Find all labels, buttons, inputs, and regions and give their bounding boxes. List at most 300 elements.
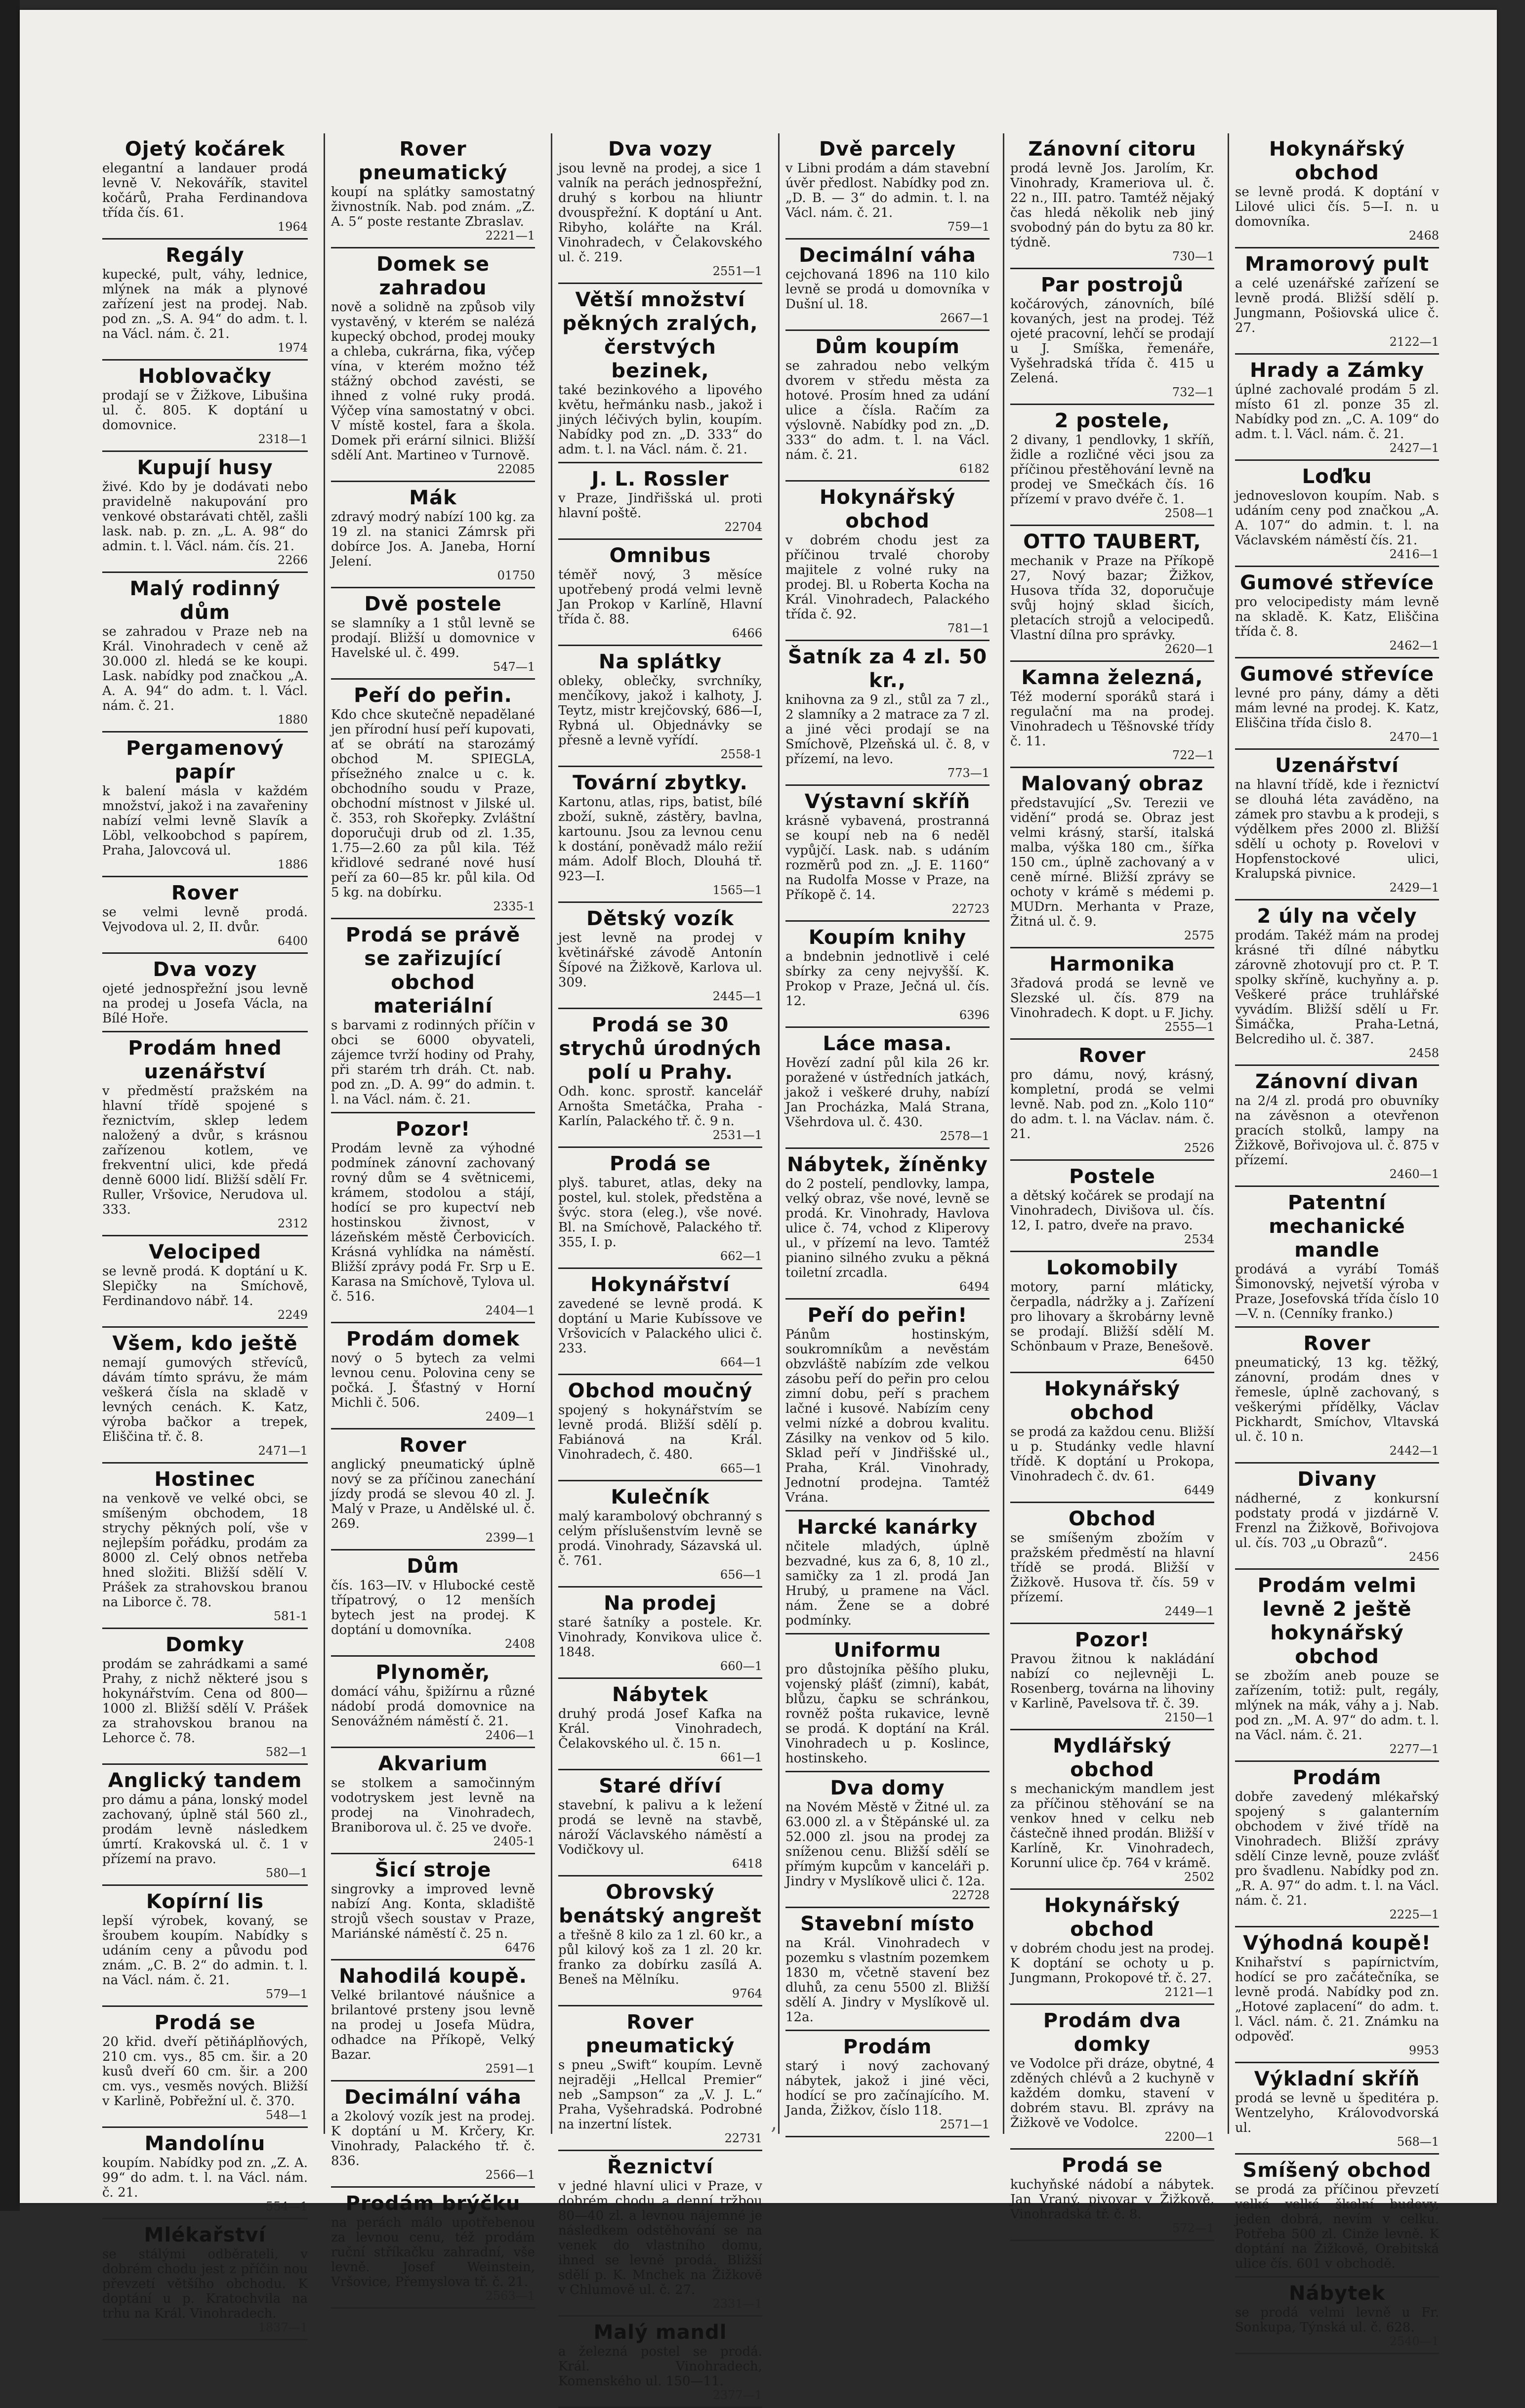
ad-number: 6182 [959, 462, 989, 476]
ad-heading: Pozor! [1074, 1629, 1150, 1651]
ad-heading: Hostinec [154, 1468, 256, 1491]
ad-body: pro velocipedisty mám levně na skladě. K. Katz, Eliščina třída č. 8. [1235, 595, 1439, 639]
ad-body: anglický pneumatický úplně nový se za příčinou zanechání jízdy prodá se slevou 40 zl. J. Malý v Praze, u Andělské ul. č. 269. [331, 1457, 535, 1531]
ad-heading: Zánovní citoru [1028, 138, 1196, 161]
classified-ad [102, 133, 308, 240]
ad-heading: Mlékařství [144, 2224, 266, 2246]
ad-number: 2442—1 [1389, 1444, 1439, 1458]
ad-body: nádherné, z konkursní podstaty prodá v jizdárně V. Frenzl na Žižkově, Bořivojova ul. čís. 703 „u Obrazů“. [1235, 1491, 1439, 1551]
ad-number: 773—1 [947, 766, 989, 780]
ad-body: cejchovaná 1896 na 110 kilo levně se prodá u domovníka v Dušní ul. 18. [785, 267, 989, 312]
ad-heading: Tovární zbytky. [573, 772, 748, 794]
ad-number: 2445—1 [712, 989, 762, 1003]
ad-heading: Obchod [1069, 1508, 1156, 1530]
classified-ad [102, 1328, 308, 1464]
ad-body: v předměstí pražském na hlavní třídě spojené s řeznictvím, sklep ledem naložený a dvůr, s krásnou zařízenou kotlem, ve frekventní ulici, kde předá denně 6000 lidí. Bližší sdělí Fr. Ruller, Vršovice, Nerudova ul. 333. [102, 1084, 308, 1217]
ad-number: 2502 [1184, 1870, 1214, 1884]
ad-body: v dobrém chodu jest na prodej. K doptání se ochoty u p. Jungmann, Prokopové tř. č. 27. [1010, 1941, 1214, 1986]
classified-ad [1235, 2155, 1439, 2278]
ad-body: prodá se levně u špeditéra p. Wentzelyho, Královodvorská ul. [1235, 2091, 1439, 2135]
classified-ad [102, 361, 308, 452]
classified-ad [1010, 1503, 1214, 1624]
ad-heading: Lokomobily [1046, 1257, 1179, 1279]
ad-heading: Prodám velmi levně 2 ještě hokynářský obchod [1257, 1574, 1417, 1668]
ad-number: 22704 [724, 520, 762, 534]
ad-heading: Staré dříví [599, 1775, 722, 1797]
ad-number: 2335-1 [493, 899, 535, 913]
ad-heading: Anglický tandem [108, 1769, 302, 1792]
classified-ad [1010, 2005, 1214, 2150]
ad-body: na 2/4 zl. prodá pro obuvníky na závěsnon a otevřenon pracích stolků, lampy na Žižkově, Bořivojova ul. č. 875 v přízemí. [1235, 1094, 1439, 1168]
classified-ad [558, 540, 762, 646]
classified-ad [558, 646, 762, 767]
classified-ad [1235, 2063, 1439, 2155]
ad-heading: Hokynářství [590, 1273, 730, 1296]
classified-ad [558, 1679, 762, 1770]
ad-body: Knihařství s papírnictvím, hodící se pro začátečníka, se levně prodá. Nabídky pod zn. „Hotové zaplacení“ do adm. t. l. Václ. nám. č. 21. Známku na odpověď. [1235, 1955, 1439, 2044]
classified-ad [1235, 1927, 1439, 2063]
ad-number: 2318—1 [258, 432, 308, 446]
ad-heading: Prodám brýčku [345, 2192, 521, 2215]
ad-number: 2456 [1408, 1550, 1439, 1564]
ad-body: Velké brilantové náušnice a brilantové prsteny jsou levně na prodej u Josefa Müdra, odhadce na Příkopě, Velký Bazar. [331, 1988, 535, 2062]
ad-body: 3řadová prodá se levně ve Slezské ul. čís. 879 na Vinohradech. K dopt. u F. Jichy. [1010, 976, 1214, 1020]
ad-number: 2221—1 [485, 229, 535, 243]
classified-ad [785, 331, 989, 482]
ad-number: 9764 [732, 1987, 762, 2000]
classified-ad [1010, 948, 1214, 1040]
ad-number: 22723 [951, 902, 989, 916]
classified-ad [1010, 133, 1214, 269]
ad-number: 2429—1 [1389, 881, 1439, 895]
ad-body: ve Vodolce při dráze, obytné, 4 zděných chlévů a 2 kuchyně v každém domku, stavení v dobrém stavu. Bl. zprávy na Žižkově ve Vodolce. [1010, 2056, 1214, 2130]
ad-column-1 [96, 133, 314, 2334]
ad-number: 1964 [277, 220, 308, 234]
ad-body: s pneu „Swift“ koupím. Levně nejraději „Hellcal Premier“ neb „Sampson“ za „V. J. L.“ Praha, Vyšehradská. Podrobné na inzertní lístek. [558, 2058, 762, 2132]
ad-body: koupím. Nabídky pod zn. „Z. A. 99“ do adm. t. l. na Václ. nám. č. 21. [102, 2156, 308, 2200]
classified-ad [1010, 405, 1214, 526]
classified-ad [331, 1854, 535, 1960]
ad-number: 732—1 [1172, 385, 1214, 399]
ad-number: 579—1 [265, 1987, 308, 2001]
classified-ad [558, 133, 762, 284]
classified-ad [1235, 1187, 1439, 1328]
classified-ad [558, 463, 762, 540]
ad-number: 2462—1 [1389, 639, 1439, 653]
ad-heading: Decimální váha [799, 244, 976, 267]
ad-body: pneumatický, 13 kg. těžký, zánovní, prodám dnes v řemesle, úplně zachovaný, s veškerými přídělky, Václav Pickhardt, Smíchov, Vltavská ul. č. 10 n. [1235, 1355, 1439, 1444]
ad-body: prodám se zahrádkami a samé Prahy, z nichž některé jsou s hokynářstvím. Cena od 800—1000 zl. Bližší sdělí V. Prášek za strahovskou branou na Lehorce č. 78. [102, 1657, 308, 1746]
ad-heading: Hokynářský obchod [1044, 1894, 1181, 1941]
ad-body: a železná postel se prodá. Král. Vinohradech, Komenského ul. 150—11. [558, 2344, 762, 2389]
ad-column-5 [1003, 133, 1220, 2235]
ad-number: 722—1 [1172, 748, 1214, 762]
classified-ad [102, 1464, 308, 1629]
ad-heading: Hrady a Zámky [1249, 359, 1425, 382]
ad-heading: Gumové střevíce [1239, 663, 1434, 686]
ad-heading: Hokynářský obchod [1269, 138, 1405, 184]
ad-heading: Postele [1069, 1165, 1155, 1188]
ad-heading: J. L. Rossler [591, 468, 729, 490]
ad-heading: Všem, kdo ještě [112, 1332, 298, 1355]
ad-body: starý i nový zachovaný nábytek, jakož i jiné věci, hodící se pro začínajícího. M. Janda, Žižkov, číslo 118. [785, 2059, 989, 2118]
ad-number: 2551—1 [712, 264, 762, 278]
ad-body: prodají se v Žižkove, Libušina ul. č. 805. K doptání u domovnice. [102, 388, 308, 433]
ad-number: 662—1 [720, 1249, 762, 1263]
ad-heading: Výhodná koupě! [1243, 1932, 1431, 1955]
ad-heading: Obchod moučný [568, 1380, 753, 1402]
ad-number: 22085 [497, 462, 535, 476]
ad-body: 2 divany, 1 pendlovky, 1 skříň, židle a rozličné věci jsou za příčinou přestěhování levně na prodej ve Smečkách čís. 16 přízemí v pravo dvéře č. 1. [1010, 433, 1214, 507]
classified-ad [1235, 567, 1439, 658]
ad-number: 1880 [277, 713, 308, 727]
ad-body: se zbožím aneb pouze se zařízením, totiž: pult, regály, mlýnek na mák, váhy a j. Nab. pod zn. „M. A. 97“ do adm. t. l. na Václ. nám. č. 21. [1235, 1669, 1439, 1743]
ad-body: mechanik v Praze na Příkopě 27, Nový bazar; Žižkov, Husova třída 32, doporučuje svůj hojný sklad šicích, pletacích strojů a velocipedů. Vlastní dílna pro správky. [1010, 554, 1214, 643]
ad-number: 2534 [1184, 1232, 1214, 1246]
ad-heading: Kopírní lis [146, 1890, 264, 1913]
ad-number: 2150—1 [1164, 1711, 1214, 1724]
classified-ad [331, 1323, 535, 1429]
classified-ad [1235, 1464, 1439, 1570]
ad-number: 554—1 [265, 2200, 308, 2213]
ad-number: 2405-1 [493, 1835, 535, 1848]
classified-ad [331, 680, 535, 919]
ad-heading: Hoblovačky [138, 365, 272, 388]
classified-ad [785, 1511, 989, 1634]
ad-heading: Šatník za 4 zl. 50 kr., [787, 646, 988, 692]
ad-body: v dobrém chodu jest za příčinou trvalé choroby majitele z volné ruky na prodej. Bl. u Roberta Kocha na Král. Vinohradech, Palackého třída č. 92. [785, 533, 989, 622]
ad-body: kupecké, pult, váhy, lednice, mlýnek na mák a plynové zařízení jest na prodej. Nab. pod zn. „S. A. 94“ do adm. t. l. na Václ. nám. č. 21. [102, 267, 308, 341]
ad-body: v jedné hlavní ulici v Praze, v dobrém chodu a denní tržbou 80—40 zl. a levnou nájemné je následkem odstěhování se na venek do vlastního domu, ihned se levně prodá. Bližší sdělí p. K. Mnchek na Žižkově v Chlumově ul. č. 27. [558, 2179, 762, 2297]
ad-heading: Prodá se [154, 2011, 256, 2034]
ad-body: nemají gumových střevíců, dávám tímto správu, že mám veškerá čísla na skladě v levných cenách. K. Katz, výroba bačkor a trepek, Eliščina tř. č. 8. [102, 1355, 308, 1444]
ad-heading: Na splátky [598, 651, 722, 673]
classified-ad [1235, 750, 1439, 900]
ad-number: 2409—1 [485, 1410, 535, 1424]
classified-ad [785, 1634, 989, 1772]
ad-body: představující „Sv. Terezii ve vidění“ prodá se. Obraz jest velmi krásný, starší, italská malba, výška 180 cm., šířka 150 cm., úplně zachovaný a v ceně mírné. Bližší zprávy se ochoty v krámě s médemi p. MUDrn. Merhanta v Praze, Žitná ul. č. 9. [1010, 796, 1214, 929]
ad-number: 2266 [277, 553, 308, 567]
ad-number: 661—1 [720, 1751, 762, 1764]
ad-heading: Stavební místo [800, 1913, 975, 1935]
ad-body: Pravou žitnou k nakládání nabízí co nejlevněji L. Rosenberg, továrna na lihoviny v Karlině, Pavelsova tř. č. 39. [1010, 1652, 1214, 1711]
ad-heading: Láce masa. [823, 1032, 952, 1055]
classified-ad [558, 2151, 762, 2317]
classified-ad [331, 1551, 535, 1657]
ad-body: na venkově ve velké obci, se smíšeným obchodem, 18 strychy pěkných polí, vše v nejlepším pořádku, prodám za 8000 zl. Celý obnos netřeba hned složiti. Bližší sdělí V. Prášek za strahovskou branou na Liborce č. 78. [102, 1491, 308, 1610]
ad-number: 2416—1 [1389, 547, 1439, 561]
ad-body: a bndebnin jednotlivě i celé sbírky za ceny nejvyšší. K. Prokop v Praze, Ječná ul. čís. 12. [785, 949, 989, 1009]
ad-body: stavební, k palivu a k ležení prodá se levně na stavbě, nároží Václavského náměstí a Vodičkovy ul. [558, 1798, 762, 1857]
ad-number: 2377—1 [712, 2388, 762, 2402]
classified-ad [331, 1960, 535, 2081]
classified-ad [102, 1629, 308, 1765]
ad-number: 2526 [1184, 1141, 1214, 1155]
ad-number: 547—1 [493, 660, 535, 674]
ad-heading: Rover [171, 882, 239, 904]
classified-ad [558, 284, 762, 463]
ad-number: 2471—1 [258, 1444, 308, 1458]
ad-body: knihovna za 9 zl., stůl za 7 zl., 2 slamníky a 2 matrace za 7 zl. a jiné věci prodají se na Smíchově, Plzeňská ul. č. 8, v přízemí, na levo. [785, 693, 989, 767]
scan-gutter [0, 0, 20, 2211]
ad-number: 2558-1 [720, 747, 762, 761]
ad-column-2 [324, 133, 541, 2303]
ad-heading: Rover [1303, 1332, 1371, 1355]
ad-heading: Harmonika [1049, 953, 1175, 976]
ad-body: 20 křid. dveří pětiňáplňových, 210 cm. vys., 85 cm. šir. a 20 kusů dveří 60 cm. šir. a 200 cm. vys., vesměs nových. Bližší v Karlině, Pobřežní ul. č. 370. [102, 2035, 308, 2109]
classified-ad [1010, 662, 1214, 768]
classified-ad [558, 1148, 762, 1269]
classified-ad [1235, 133, 1439, 248]
ad-number: 22728 [951, 1888, 989, 1902]
ad-body: se levně prodá. K doptání u K. Slepičky na Smíchově, Ferdinandovo nábř. 14. [102, 1264, 308, 1308]
ad-body: se velmi levně prodá. Vejvodova ul. 2, II. dvůr. [102, 905, 308, 935]
ad-heading: Peří do peřin! [807, 1304, 968, 1327]
ad-number: 1974 [277, 341, 308, 355]
ad-body: pro dámu a pána, lonský model zachovaný, úplně stál 560 zl., prodám levně následkem úmrtí. Krakovská ul. č. 1 v přízemí na pravo. [102, 1793, 308, 1867]
classified-ad [558, 2006, 762, 2151]
classified-ad [785, 482, 989, 641]
ad-number: 2404—1 [485, 1304, 535, 1317]
ad-number: 656—1 [720, 1568, 762, 1582]
ad-heading: Výkladní skříň [1254, 2068, 1420, 2090]
classified-ad [102, 733, 308, 877]
ad-number: 664—1 [720, 1355, 762, 1369]
ad-heading: Par postrojů [1040, 274, 1184, 296]
ad-heading: Malý mandl [593, 2321, 727, 2344]
ad-heading: 2 úly na včely [1257, 905, 1417, 928]
ad-body: domácí váhu, špižírnu a různé nádobí prodá domovnice na Senovážném náměstí č. 21. [331, 1684, 535, 1729]
ad-body: se stálými odběrateli, v dobrém chodu jest z příčin nou převzetí většího obchodu. K doptání u p. Kratochvila na trhu na Král. Vinohradech. [102, 2247, 308, 2321]
classified-ad [558, 2317, 762, 2408]
ad-number: 665—1 [720, 1462, 762, 1475]
ad-heading: Prodá se právě se zařizující obchod materiální [345, 924, 521, 1018]
ad-body: také bezinkového a lipového květu, heřmánku nasb., jakož i jiných léčivých bylin, koupím. Nabídky pod zn. „D. 333“ do adm. t. l. na Václ. nám. č. 21. [558, 383, 762, 457]
ad-body: a třešně 8 kilo za 1 zl. 60 kr., a půl kilový koš za 1 zl. 20 kr. franko za dobírku zasílá A. Beneš na Mělníku. [558, 1928, 762, 1987]
ad-heading: Nahodilá koupě. [339, 1965, 527, 1988]
classified-ad [331, 2081, 535, 2188]
ad-body: se slamníky a 1 stůl levně se prodají. Bližší u domovnice v Havelské ul. č. 499. [331, 616, 535, 660]
classified-ad [1235, 1066, 1439, 1187]
classified-ad [785, 1300, 989, 1511]
ad-body: jsou levně na prodej, a sice 1 valník na perách jednospřežní, druhý s korbou na hliuntr dvouspřežní. K doptání u Ant. Ribyho, kolářte na Král. Vinohradech, v Čelakovského ul. č. 219. [558, 161, 762, 265]
ad-body: k balení másla v každém množství, jakož i na zavařeniny nabízí velmi levně Slavík a Löbl, velkoobchod s papírem, Praha, Jalovcová ul. [102, 784, 308, 858]
ad-number: 581-1 [273, 1609, 308, 1623]
classified-ad [102, 954, 308, 1032]
ad-heading: Nábytek [612, 1683, 709, 1706]
ad-number: 2122—1 [1389, 335, 1439, 349]
ad-number: 2555—1 [1164, 1020, 1214, 1034]
ad-heading: Kamna železná, [1021, 666, 1203, 689]
ad-heading: Na prodej [604, 1592, 717, 1615]
classified-ad [785, 2031, 989, 2137]
ad-body: krásně vybavená, prostranná se koupí neb na 6 neděl vypůjčí. Lask. nab. s udáním rozměrů pod zn. „J. E. 1160“ na Rudolfa Mosse v Praze, na Příkopě č. 14. [785, 814, 989, 902]
classified-ad [102, 2219, 308, 2340]
ad-body: a dětský kočárek se prodají na Vinohradech, Divišova ul. čís. 12, I. patro, dveře na pravo. [1010, 1188, 1214, 1233]
ad-heading: Hokynářský obchod [819, 486, 956, 532]
classified-ad [331, 1657, 535, 1748]
ad-body: ojeté jednospřežní jsou levně na prodej u Josefa Václa, na Bílé Hoře. [102, 981, 308, 1026]
classified-ad [1235, 658, 1439, 750]
classified-ad [102, 1765, 308, 1886]
ad-heading: Pergamenový papír [126, 737, 284, 783]
ad-body: na Novém Městě v Žitné ul. za 63.000 zl. a v Štěpánské ul. za 52.000 zl. jsou na prodej za sníženou cenu. Bližší sdělí se přímým kupcům v kanceláři p. Jindry v Myslíkově ulici č. 12a. [785, 1800, 989, 1889]
ad-heading: Nábytek [1288, 2282, 1386, 2305]
classified-ad [331, 1429, 535, 1551]
ad-body: s mechanickým mandlem jest za příčinou stěhování se na venkov hned v celku neb částečně ihned prodán. Bližší v Karlíně, Kr. Vinohradech, Korunní ulice čp. 764 v krámě. [1010, 1782, 1214, 1871]
ad-heading: Dva vozy [608, 138, 713, 161]
ad-body: obleky, oblečky, svrchníky, menčíkovy, jakož i kalhoty, J. Teytz, mistr krejčovský, 686—I, Rybná ul. Objednávky se přesně a levně vyřídí. [558, 674, 762, 748]
ad-heading: Patentní mechanické mandle [1269, 1191, 1405, 1262]
classified-ad [1010, 1730, 1214, 1890]
ad-number: 6466 [732, 626, 762, 640]
classified-ad [558, 1269, 762, 1375]
newspaper-page [20, 10, 1497, 2402]
ad-number: 1565—1 [712, 883, 762, 897]
ad-number: 2571—1 [940, 2118, 989, 2131]
classified-ad [785, 1908, 989, 2031]
ad-body: Odh. konc. sprostř. kancelář Arnošta Smetáčka, Praha - Karlín, Palackého tř. č. 9 n. [558, 1084, 762, 1129]
ad-heading: Malý rodinný dům [129, 577, 281, 624]
ad-number: 2408 [504, 1637, 535, 1651]
ad-body: dobře zavedený mlékařský spojený s galanterním obchodem v živé třídě na Vinohradech. Bližší zprávy sdělí Cinze levně, pouze zvlášť pro švadlenu. Nabídky pod zn. „R. A. 97“ do adm. t. l. na Václ. nám. č. 21. [1235, 1790, 1439, 1908]
ad-heading: Rover pneumatický [585, 2011, 735, 2057]
ad-number: 572—1 [1172, 2221, 1214, 2235]
classified-ad [102, 240, 308, 361]
classified-ad [102, 452, 308, 573]
ad-number: 01750 [497, 569, 535, 582]
ad-number: 22731 [724, 2131, 762, 2145]
ad-heading: Domek se zahradou [376, 253, 490, 299]
ad-heading: Prodá se 30 strychů úrodných polí u Prahy. [559, 1014, 762, 1084]
ad-heading: Mandolínu [144, 2132, 266, 2155]
ad-number: 2331—1 [712, 2297, 762, 2311]
ad-number: 2406—1 [485, 1728, 535, 1742]
classified-ad [785, 1028, 989, 1149]
ad-number: 2121—1 [1164, 1985, 1214, 1999]
ad-body: se zahradou nebo velkým dvorem v středu města za hotové. Prosím hned za udání ulice a čísla. Račím za výslovně. Nabídky pod zn. „D. 333“ do adm. t. l. na Václ. nám. č. 21. [785, 359, 989, 462]
ad-body: lepší výrobek, kovaný, se šroubem koupím. Nabídky s udáním ceny a původu pod znám. „C. B. 2“ do admin. t. l. na Václ. nám. č. 21. [102, 1914, 308, 1988]
ad-body: Prodám levně za výhodné podmínek zánovní zachovaný rovný dům se 4 světnicemi, krámem, stodolou a stájí, hodící se pro kupectví neb hostinskou živnost, v lázeňském městě Čerbovicích. Krásná vyhlídka na náměstí. Bližší zprávy podá Fr. Srp u E. Karasa na Smíchově, Tylova ul. č. 516. [331, 1141, 535, 1304]
ad-number: 2427—1 [1389, 441, 1439, 455]
ad-heading: Nábytek, žíněnky [787, 1153, 988, 1176]
classified-ad [1235, 355, 1439, 461]
ad-number: 730—1 [1172, 249, 1214, 263]
classified-ad [1235, 2278, 1439, 2354]
ad-heading: Dvě postele [364, 593, 502, 615]
ad-heading: Řeznictví [607, 2156, 713, 2178]
ad-heading: Divany [1297, 1468, 1377, 1491]
ad-heading: Smíšený obchod [1242, 2159, 1432, 2182]
ad-body: na hlavní třídě, kde i řeznictví se dlouhá léta zaváděno, na zámek pro stavbu a k prodeji, s výdělkem přes 2000 zl. Bližší sdělí u ochoty p. Rovelovi v Hopfenstockové ulici, Kralupská pivnice. [1235, 777, 1439, 881]
ad-number: 2620—1 [1164, 642, 1214, 656]
ad-heading: Zánovní divan [1255, 1070, 1419, 1093]
ad-body: plyš. taburet, atlas, deky na postel, kul. stolek, předstěna a švýc. stora (eleg.), vše nové. Bl. na Smíchově, Palackého tř. 355, I. p. [558, 1176, 762, 1250]
classified-ad [1235, 1762, 1439, 1927]
ad-body: na perách málo upotřebenou za levnou cenu, též prodám ruční stříkačku zahradní, vše levně. Josef Weinstein, Vršovice, Přemyslova tř. č. 21. [331, 2215, 535, 2289]
ad-number: 2468 [1408, 229, 1439, 243]
ad-heading: Mramorový pult [1245, 253, 1429, 276]
ad-heading: Harcké kanárky [797, 1516, 978, 1539]
ad-heading: Velociped [149, 1241, 261, 1264]
ad-number: 781—1 [947, 621, 989, 635]
ad-heading: Uzenářství [1275, 754, 1399, 777]
classified-ad [785, 240, 989, 331]
ad-heading: Šicí stroje [374, 1859, 492, 1881]
ad-number: 2508—1 [1164, 506, 1214, 520]
ad-number: 548—1 [265, 2108, 308, 2122]
ad-number: 6450 [1184, 1353, 1214, 1367]
ad-body: kočárových, zánovních, bílé kovaných, jest na prodej. Též ojeté pracovní, lehčí se prodají u J. Smíška, řemenáře, Vyšehradská třída č. 415 u Zelená. [1010, 297, 1214, 386]
ad-heading: Hokynářský obchod [1044, 1378, 1181, 1424]
ad-number: 2470—1 [1389, 730, 1439, 744]
ad-heading: Kupují husy [137, 456, 273, 479]
ad-body: se prodá velmi levně u Fr. Sonkupa, Týnská ul. č. 628. [1235, 2305, 1439, 2335]
classified-ad [785, 786, 989, 922]
ad-number: 1837—1 [258, 2321, 308, 2334]
ad-heading: Peří do peřin. [354, 684, 512, 707]
ad-number: 2225—1 [1389, 1908, 1439, 1921]
ad-heading: 2 postele, [1054, 409, 1170, 432]
classified-ad [331, 248, 535, 482]
ad-body: se smíšeným zbožím v pražském předměstí na hlavní třídě se prodá. Bližší v Žižkově. Husova tř. čís. 59 v přízemí. [1010, 1531, 1214, 1605]
ad-heading: Prodám domek [346, 1328, 520, 1350]
classified-ad [1235, 900, 1439, 1066]
ad-number: 2277—1 [1389, 1742, 1439, 1756]
ad-number: 2249 [277, 1308, 308, 1322]
ad-body: elegantní a landauer prodá levně V. Nekovářík, stavitel kočárů, Praha Ferdinandova třída čís. 61. [102, 161, 308, 220]
classified-ad [102, 877, 308, 954]
classified-ad [102, 573, 308, 733]
ad-number: 2399—1 [485, 1531, 535, 1545]
classified-ad [785, 1772, 989, 1908]
classified-ad [331, 588, 535, 680]
ad-heading: Kulečník [611, 1486, 710, 1509]
classified-ad [1010, 269, 1214, 405]
page-ornament: ‚ [771, 2112, 777, 2134]
ad-body: spojený s hokynářstvím se levně prodá. Bližší sdělí p. Fabiánová na Král. Vinohradech, č. 480. [558, 1403, 762, 1462]
ad-number: 6400 [277, 934, 308, 948]
classified-ad [785, 641, 989, 786]
ad-number: 2578—1 [940, 1129, 989, 1143]
ad-body: a 2kolový vozík jest na prodej. K doptání u M. Krčery, Kr. Vinohrady, Palackého tř. č. 836. [331, 2109, 535, 2168]
ad-body: se prodá za každou cenu. Bližší u p. Studánky vedle hlavní třídě. K doptání u Prokopa, Vinohradech č. dv. 61. [1010, 1425, 1214, 1484]
classified-ad [1010, 1373, 1214, 1503]
classified-ad [558, 1588, 762, 1679]
ad-number: 2460—1 [1389, 1167, 1439, 1181]
ad-heading: Mák [409, 487, 457, 509]
classified-ad [558, 1375, 762, 1481]
ad-body: Kdo chce skutečně nepadělané jen přírodní husí peří kupovati, ať se obrátí na starozámý obchod M. SPIEGLA, přísežného znalce u c. k. obchodního soudu v Praze, obchodní místnost v Jilské ul. č. 353, roh Skořepky. Zvláštní doporučuji drub od zl. 1.35, 1.75—2.60 za půl kila. Též křidlové sedrané nové husí peří za 60—85 kr. půl kila. Od 5 kg. na dobírku. [331, 707, 535, 900]
ad-heading: Dvě parcely [819, 138, 956, 161]
ad-number: 2566—1 [485, 2168, 535, 2182]
classified-ad [558, 1770, 762, 1877]
ad-body: zavedené se levně prodá. K doptání u Marie Kubíssove ve Vršovicích v Palackého ulici č. 233. [558, 1297, 762, 1356]
ad-body: se prodá za příčinou převzetí velké velké školní budovy, jeden dobrá, nevím v celku. Potřeba 500 zl. Cinže levně. K doptání na Žižkově, Orebitská ulice čís. 601 v obchodě. [1235, 2182, 1439, 2271]
ad-body: kuchyňské nádobí a nábytek. Jan Vraný, pivovar v Žižkově, Vinohradská tř. č. 8. [1010, 2177, 1214, 2222]
ad-heading: Dětský vozík [586, 907, 734, 930]
classified-ad [1010, 1040, 1214, 1161]
ad-body: koupí na splátky samostatný živnostník. Nab. pod znám. „Z. A. 5“ poste restante Zbraslav. [331, 185, 535, 229]
ad-body: Hovězí zadní půl kila 26 kr. poražené v ústředních jatkách, jakož i veškeré druhy, nabízí Jan Procházka, Malá Strana, Všehrdova ul. č. 430. [785, 1056, 989, 1130]
ad-heading: Akvarium [378, 1753, 488, 1775]
classified-ad [102, 1236, 308, 1328]
classified-ad [558, 1877, 762, 2006]
ad-number: 580—1 [265, 1866, 308, 1880]
ad-body: a celé uzenářské zařízení se levně prodá. Bližší sdělí p. Jungmann, Pošiovská ulice č. 27. [1235, 276, 1439, 335]
ad-body: s barvami z rodinných příčin v obci se 6000 obyvateli, zájemce tvrží hodiny od Prahy, při starém trh dráh. Ct. nab. pod zn. „D. A. 99“ do admin. t. l. na Václ. nám. č. 21. [331, 1018, 535, 1107]
ad-number: 2667—1 [940, 311, 989, 325]
